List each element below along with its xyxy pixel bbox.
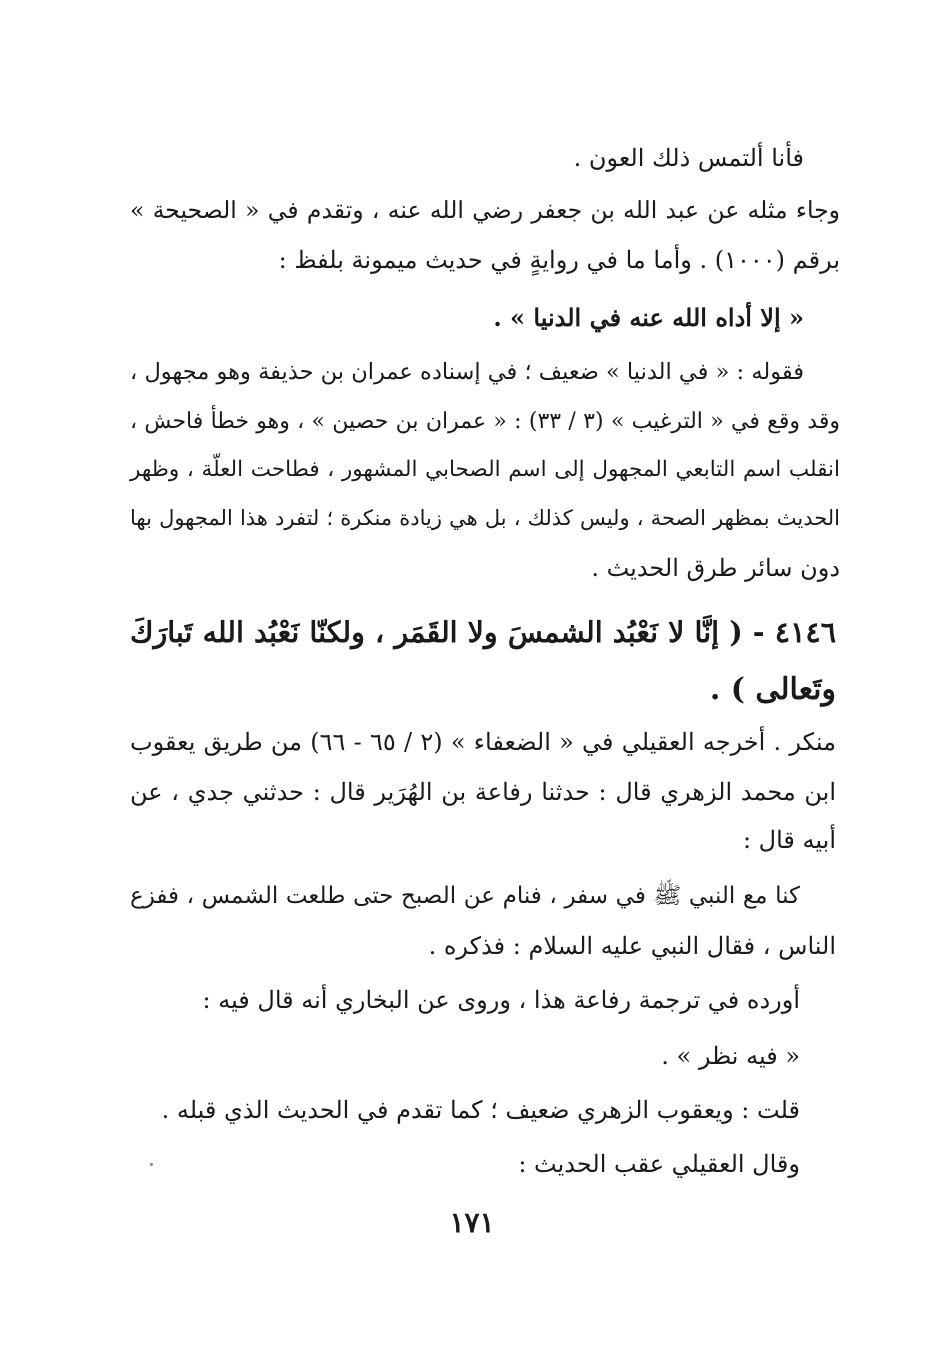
text-line: فقوله : « في الدنيا » ضعيف ؛ في إسناده عمران بن حذيفة وهو مجهول ،	[130, 359, 804, 385]
text-line: الناس ، فقال النبي عليه السلام : فذكره .	[428, 932, 836, 960]
hadith-heading-continuation: وتَعالى ) .	[709, 672, 836, 707]
page-number: ١٧١	[449, 1206, 495, 1239]
text-line: برقم (١٠٠٠) . وأما ما في روايةٍ في حديث ميمونة بلفظ :	[278, 246, 840, 274]
text-line: وجاء مثله عن عبد الله بن جعفر رضي الله عنه ، وتقدم في « الصحيحة »	[130, 196, 840, 224]
text-line: « فيه نظر » .	[661, 1042, 800, 1070]
text-line: وقال العقيلي عقب الحديث :	[518, 1150, 800, 1178]
text-line: منكر . أخرجه العقيلي في « الضعفاء » (٢ / ٦٥ - ٦٦) من طريق يعقوب	[130, 728, 836, 756]
text-line: دون سائر طرق الحديث .	[591, 554, 840, 582]
text-line: فأنا ألتمس ذلك العون .	[573, 144, 804, 172]
text-line: ابن محمد الزهري قال : حدثنا رفاعة بن الهُرَير قال : حدثني جدي ، عن	[130, 778, 836, 806]
text-line: كنا مع النبي ﷺ في سفر ، فنام عن الصبح حتى طلعت الشمس ، ففزع	[130, 883, 800, 909]
text-line: أورده في ترجمة رفاعة هذا ، وروى عن البخاري أنه قال فيه :	[202, 986, 800, 1014]
text-line: قلت : ويعقوب الزهري ضعيف ؛ كما تقدم في الحديث الذي قبله .	[161, 1096, 800, 1124]
text-line: الحديث بمظهر الصحة ، وليس كذلك ، بل هي زيادة منكرة ؛ لتفرد هذا المجهول بها	[130, 506, 840, 530]
text-line: وقد وقع في « الترغيب » (٣ / ٣٣) : « عمران بن حصين » ، وهو خطأ فاحش ،	[130, 409, 840, 434]
quoted-hadith-fragment: « إلا أداه الله عنه في الدنيا » .	[493, 303, 804, 332]
scan-speck	[150, 1163, 153, 1166]
hadith-heading: ٤١٤٦ - ( إنَّا لا نَعْبُد الشمسَ ولا القَمَر ، ولكنّا نَعْبُد الله تَبارَكَ	[130, 615, 836, 649]
text-line: انقلب اسم التابعي المجهول إلى اسم الصحابي المشهور ، فطاحت العلّة ، وظهر	[130, 457, 840, 482]
text-line: أبيه قال :	[742, 826, 836, 854]
